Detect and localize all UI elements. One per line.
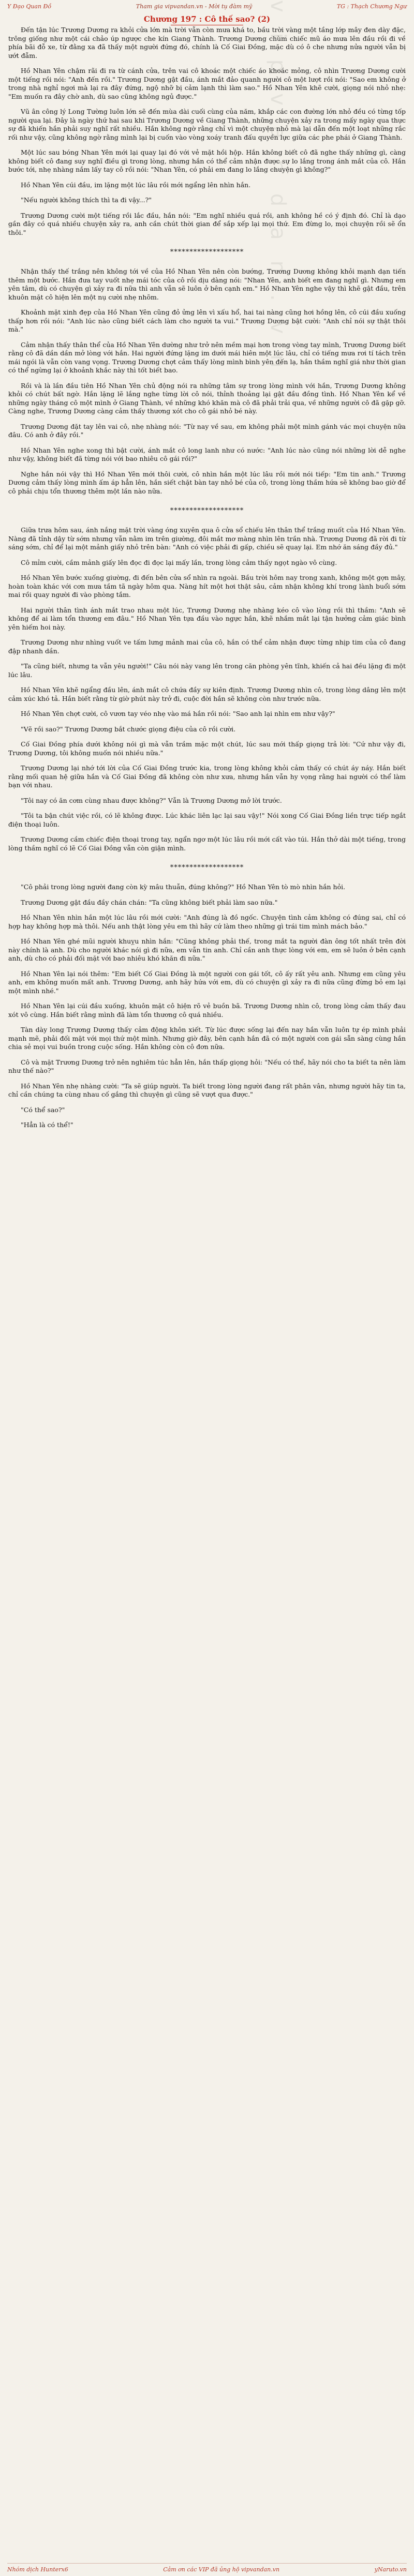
- paragraph: Hồ Nhan Yên chợt cười, cô vươn tay véo nhẹ vào má hắn rồi nói: "Sao anh lại nhìn em như vậy?": [21, 710, 335, 717]
- chapter-content: [0, 26, 414, 1130]
- paragraph: Nghe hắn nói vậy thì Hồ Nhan Yên mới thôi cười, cô nhìn hắn một lúc lâu rồi mới nói tiếp: "Em tin anh." Trương Dương cảm thấy lòng mình ấm áp hẳn lên, hắn siết chặt bàn tay nhỏ bé của cô, trong lòng thầm hứa sẽ không bao giờ để cô phải chịu tổn thương thêm một lần nào nữa.: [8, 470, 406, 495]
- paragraph: "Hẳn là có thể!": [21, 1121, 73, 1129]
- paragraph: "Cô phải trong lòng người đang còn kỳ mâu thuẫn, đúng không?" Hồ Nhan Yên tò mò nhìn hắn hỏi.: [21, 883, 346, 891]
- section-divider: *******************: [170, 864, 244, 872]
- paragraph: Trương Dương đặt tay lên vai cô, nhẹ nhàng nói: "Từ nay về sau, em không phải một mình gánh vác mọi chuyện nữa đâu. Có anh ở đây rồi.": [8, 422, 406, 439]
- section-1: [8, 26, 406, 237]
- footer-site: yNaruto.vn: [374, 2566, 407, 2573]
- paragraph: "Tôi nay có ăn cơm cùng nhau được không?" Vẫn là Trương Dương mở lời trước.: [21, 796, 282, 804]
- paragraph: Một lúc sau bóng Nhan Yên mới lại quay lại đó với vẻ mặt hồi hộp. Hắn không biết cô đã nghe thấy những gì, càng không biết cô đang suy nghĩ điều gì trong lòng, nhưng hắn có thể cảm nhận được sự lo lắng trong ánh mắt của cô. Hắn bước tới, nhẹ nhàng nắm lấy tay cô rồi nói: "Nhan Yên, có phải em đang lo lắng chuyện gì không?": [8, 148, 406, 173]
- watermark: vipvandan.vn: [266, 0, 290, 388]
- paragraph: Cảm nhận thấy thân thể của Hồ Nhan Yên dường như trở nên mềm mại hơn trong vòng tay mình, Trương Dương biết rằng cô đã dần dần mở lòng với hắn. Hai người đứng lặng im dưới mái hiên một lúc lâu, chỉ có tiếng mưa rơi tí tách trên mái ngói là vẫn còn vang vọng. Trương Dương chợt cảm thấy lòng mình bình yên đến lạ, hắn thầm nghĩ giá như thời gian có thể ngừng lại ở khoảnh khắc này thì tốt biết bao.: [8, 340, 406, 374]
- paragraph: Nhận thấy thế trắng nên không tới về của Hồ Nhan Yên nên còn bướng, Trương Dương không khỏi mạnh dạn tiến thêm một bước. Hắn đưa tay vuốt nhẹ mái tóc của cô rồi dịu dàng nói: "Nhan Yên, anh biết em đang nghĩ gì. Nhưng em yên tâm, dù có chuyện gì xảy ra đi nữa thì anh vẫn sẽ luôn ở bên cạnh em." Hồ Nhan Yên nghe vậy thì khẽ gật đầu, trên khuôn mặt cô hiện lên một nụ cười nhẹ nhõm.: [8, 267, 406, 301]
- section-divider: *******************: [170, 248, 244, 256]
- paragraph: "Nếu người không thích thì ta đi vậy...?": [21, 196, 152, 204]
- paragraph: Hồ Nhan Yên lại nói thêm: "Em biết Cố Giai Đồng là một người con gái tốt, cô ấy rất yêu anh. Nhưng em cũng yêu anh, em không muốn mất anh. Trương Dương, anh hãy hứa với em, dù có chuyện gì xảy ra đi nữa cũng đừng bỏ em lại một mình nhé.": [8, 969, 406, 995]
- paragraph: Tàn dày long Trương Dương thấy cảm động khôn xiết. Từ lúc được sống lại đến nay hắn vẫn luôn tự ép mình phải mạnh mẽ, phải đối mặt với mọi thứ một mình. Nhưng giờ đây, bên cạnh hắn đã có một người con gái sẵn sàng cùng hắn chia sẻ mọi vui buồn trong cuộc sống. Hắn không còn cô đơn nữa.: [8, 1026, 406, 1051]
- paragraph: Đến tận lúc Trương Dương ra khỏi cửa lớn mà trời vẫn còn mưa khá to, bầu trời vàng một tầng lớp mây đen dày đặc, trông giống như một cái chảo úp ngược che kín Giang Thành. Trương Dương chùm chiếc mũ áo mưa lên đầu rồi đi về phía bãi đỗ xe, từ đằng xa đã thấy một người đứng đó, chính là Cố Giai Đồng, mặc dù có ô che nhưng nửa người vẫn bị ướt đẫm.: [8, 26, 406, 59]
- header-author: TG : Thạch Chương Ngư: [336, 3, 407, 10]
- paragraph: "Vẽ rồi sao?" Trương Dương bắt chước giọng điệu của cô rồi cười.: [21, 725, 236, 733]
- paragraph: "Ta cũng biết, nhưng ta vẫn yêu người!" Câu nói này vang lên trong căn phòng yên tĩnh, khiến cả hai đều lặng đi một lúc lâu.: [8, 662, 406, 679]
- footer-thanks: Cảm ơn các VIP đã ủng hộ vipvandan.vn: [163, 2566, 280, 2573]
- paragraph: Hồ Nhan Yên ghé mũi người khuỵu nhìn hắn: "Cũng không phải thế, trong mắt ta người đàn ông tốt nhất trên đời này chính là anh. Dù cho người khác nói gì đi nữa, em vẫn tin anh. Chỉ cần anh thực lòng với em, em sẽ luôn ở bên cạnh anh, dù cho có phải đối mặt với bao nhiêu khó khăn đi nữa.": [8, 937, 406, 962]
- section-3: [8, 526, 406, 852]
- paragraph: Hồ Nhan Yên bước xuống giường, đi đến bên cửa sổ nhìn ra ngoài. Bầu trời hôm nay trong xanh, không một gợn mây, hoàn toàn khác với cơn mưa tầm tã ngày hôm qua. Nàng hít một hơi thật sâu, cảm nhận không khí trong lành buổi sớm mai rồi quay người đi vào phòng tắm.: [8, 574, 406, 598]
- paragraph: Trương Dương cười một tiếng rồi lắc đầu, hắn nói: "Em nghĩ nhiều quá rồi, anh không hề có ý định đó. Chỉ là dạo gần đây có quá nhiều chuyện xảy ra, anh cần chút thời gian để sắp xếp lại mọi thứ. Em đừng lo, mọi chuyện rồi sẽ ổn thôi.": [8, 211, 406, 236]
- footer-translator: Nhóm dịch Hunterx6: [7, 2566, 68, 2573]
- paragraph: Trương Dương như nhìng vuốt ve tấm lưng mảnh mai của cô, hắn có thể cảm nhận được từng nhịp tim của cô đang đập nhanh dần.: [8, 638, 406, 655]
- paragraph: Hồ Nhan Yên cúi đầu, im lặng một lúc lâu rồi mới ngẩng lên nhìn hắn.: [21, 181, 251, 189]
- paragraph: Hồ Nhan Yên lại cúi đầu xuống, khuôn mặt cô hiện rõ vẻ buồn bã. Trương Dương nhìn cô, trong lòng cảm thấy đau xót vô cùng. Hắn biết rằng mình đã làm tổn thương cô quá nhiều.: [8, 1002, 406, 1019]
- footer-divider: [7, 2563, 407, 2564]
- paragraph: Trương Dương cầm chiếc điện thoại trong tay, ngẩn ngơ một lúc lâu rồi mới cất vào túi. Hắn thở dài một tiếng, trong lòng thầm nghĩ có lẽ Cố Giai Đồng vẫn còn giận mình.: [8, 835, 406, 852]
- paragraph: Hai người thân tình ánh mắt trao nhau một lúc, Trương Dương nhẹ nhàng kéo cô vào lòng rồi thì thầm: "Anh sẽ không để ai làm tổn thương em đâu." Hồ Nhan Yên tựa đầu vào ngực hắn, khẽ nhắm mắt lại tận hưởng cảm giác bình yên hiếm hoi này.: [8, 606, 406, 631]
- page-header: [0, 0, 414, 11]
- paragraph: Hồ Nhan Yên nhìn hắn một lúc lâu rồi mới cười: "Anh đúng là đồ ngốc. Chuyện tình cảm không có đúng sai, chỉ có hợp hay không hợp mà thôi. Nếu anh thật lòng yêu em thì hãy cứ làm theo những gì trái tim mình mách bảo.": [8, 913, 406, 930]
- paragraph: Giữa trưa hôm sau, ánh nắng mặt trời vàng óng xuyên qua ô cửa sổ chiếu lên thân thể trắng muốt của Hồ Nhan Yên. Nàng đã tỉnh dậy từ sớm nhưng vẫn nằm im trên giường, đôi mắt mơ màng nhìn lên trần nhà. Trương Dương đã rời đi từ sáng sớm, chỉ để lại một mảnh giấy nhỏ trên bàn: "Anh có việc phải đi gấp, chiều sẽ quay lại. Em nhớ ăn sáng đầy đủ.": [8, 526, 406, 551]
- paragraph: Trương Dương gật đầu đầy chán chán: "Ta cũng không biết phải làm sao nữa.": [21, 898, 278, 906]
- paragraph: Rồi và là lần đầu tiên Hồ Nhan Yên chủ động nói ra những tâm sự trong lòng mình với hắn, Trương Dương không khỏi có chút bất ngờ. Hắn lặng lẽ lắng nghe từng lời cô nói, thỉnh thoảng lại gật đầu đồng tình. Hồ Nhan Yên kể về những ngày tháng cô một mình ở Giang Thành, về những khó khăn mà cô đã phải trải qua, về những người cô đã gặp gỡ. Càng nghe, Trương Dương càng cảm thấy thương xót cho cô gái nhỏ bé này.: [8, 381, 406, 415]
- paragraph: "Tôi ta bận chút việc rồi, có lẽ không được. Lúc khác liên lạc lại sau vậy!" Nói xong Cố Giai Đồng liền trực tiếp ngắt điện thoại luôn.: [8, 812, 406, 828]
- section-divider: *******************: [170, 507, 244, 515]
- header-site-note: Tham gia vipvandan.vn - Mời tụ đàm mỹ: [136, 3, 253, 10]
- paragraph: Hồ Nhan Yên nghe xong thì bật cười, ánh mắt cô long lanh như có nước: "Anh lúc nào cũng nói những lời dễ nghe như vậy, không biết đã từng nói với bao nhiêu cô gái rồi?": [8, 446, 406, 462]
- header-book-title: Y Đạo Quan Đồ: [7, 3, 52, 10]
- page-footer: [0, 2564, 414, 2576]
- paragraph: Cô mỉm cười, cầm mảnh giấy lên đọc đi đọc lại mấy lần, trong lòng cảm thấy ngọt ngào vô cùng.: [21, 558, 337, 566]
- section-2: [8, 267, 406, 496]
- paragraph: Khoảnh mặt xinh đẹp của Hồ Nhan Yên cũng đỏ ửng lên vì xấu hổ, hai tai nàng cũng hơi hồng lên, cô cúi đầu xuống thấp hơn rồi nói: "Anh lúc nào cũng biết cách làm cho người ta vui." Trương Dương bật cười: "Anh chỉ nói sự thật thôi mà.": [8, 308, 406, 333]
- paragraph: Hồ Nhan Yên chậm rãi đi ra từ cánh cửa, trên vai cô khoác một chiếc áo khoác mỏng, cô nhìn Trương Dương cười một tiếng rồi nói: "Anh đến rồi." Trương Dương gật đầu, ánh mắt đảo quanh người cô một lượt rồi nói: "Sao em không ở trong nhà nghỉ ngơi mà lại ra đây đứng, ngộ nhỡ bị cảm lạnh thì làm sao." Hồ Nhan Yên khẽ cười, giọng nói nhỏ nhẹ: "Em muốn ra đây chờ anh, dù sao cũng không ngủ được.": [8, 67, 406, 100]
- paragraph: Vũ ân công lý Long Tường luôn lớn sẽ đến mùa dài cuối cùng của năm, khắp các con đường lớn nhỏ đều có từng tốp người qua lại. Đây là ngày thứ hai sau khi Trương Dương về Giang Thành, những chuyện xảy ra trong mấy ngày qua thực sự đã khiến hắn phải suy nghĩ rất nhiều. Hắn không ngờ rằng chỉ vì một chuyện nhỏ mà lại dẫn đến một loạt những rắc rối như vậy, cũng không ngờ rằng mình lại bị cuốn vào vòng xoáy tranh đấu quyền lực giữa các phe phái ở Giang Thành.: [8, 108, 406, 141]
- paragraph: "Có thể sao?": [21, 1105, 65, 1114]
- paragraph: Cố Giai Đồng phía dưới không nói gì mà vẫn trầm mặc một chút, lúc sau mới thấp giọng trả lời: "Cứ như vậy đi, Trương Dương, tôi không muốn nói nhiều nữa.": [8, 740, 406, 757]
- paragraph: Cô và mặt Trương Dương trở nên nghiêm túc hẳn lên, hắn thấp giọng hỏi: "Nếu có thể, hãy nói cho ta biết ta nên làm như thế nào?": [8, 1058, 406, 1074]
- paragraph: Hồ Nhan Yên khẽ ngẩng đầu lên, ánh mắt cô chứa đầy sự kiên định. Trương Dương nhìn cô, trong lòng dâng lên một cảm xúc khó tả. Hắn biết rằng từ giờ phút này trở đi, cuộc đời hắn sẽ không còn như trước nữa.: [8, 686, 406, 702]
- section-4: [8, 883, 406, 1130]
- paragraph: Hồ Nhan Yên nhẹ nhàng cười: "Ta sẽ giúp người. Ta biết trong lòng người đang rất phân vân, nhưng người hãy tin ta, chỉ cần chúng ta cùng nhau cố gắng thì chuyện gì cũng sẽ vượt qua được.": [8, 1082, 406, 1098]
- paragraph: Trương Dương lại nhớ tới lời của Cố Giai Đồng trước kia, trong lòng không khỏi cảm thấy có chút áy náy. Hắn biết rằng mối quan hệ giữa hắn và Cố Giai Đồng đã không còn như xưa, nhưng hắn vẫn hy vọng rằng hai người có thể làm bạn với nhau.: [8, 764, 406, 789]
- chapter-title: Chương 197 : Cô thế sao? (2): [0, 13, 414, 25]
